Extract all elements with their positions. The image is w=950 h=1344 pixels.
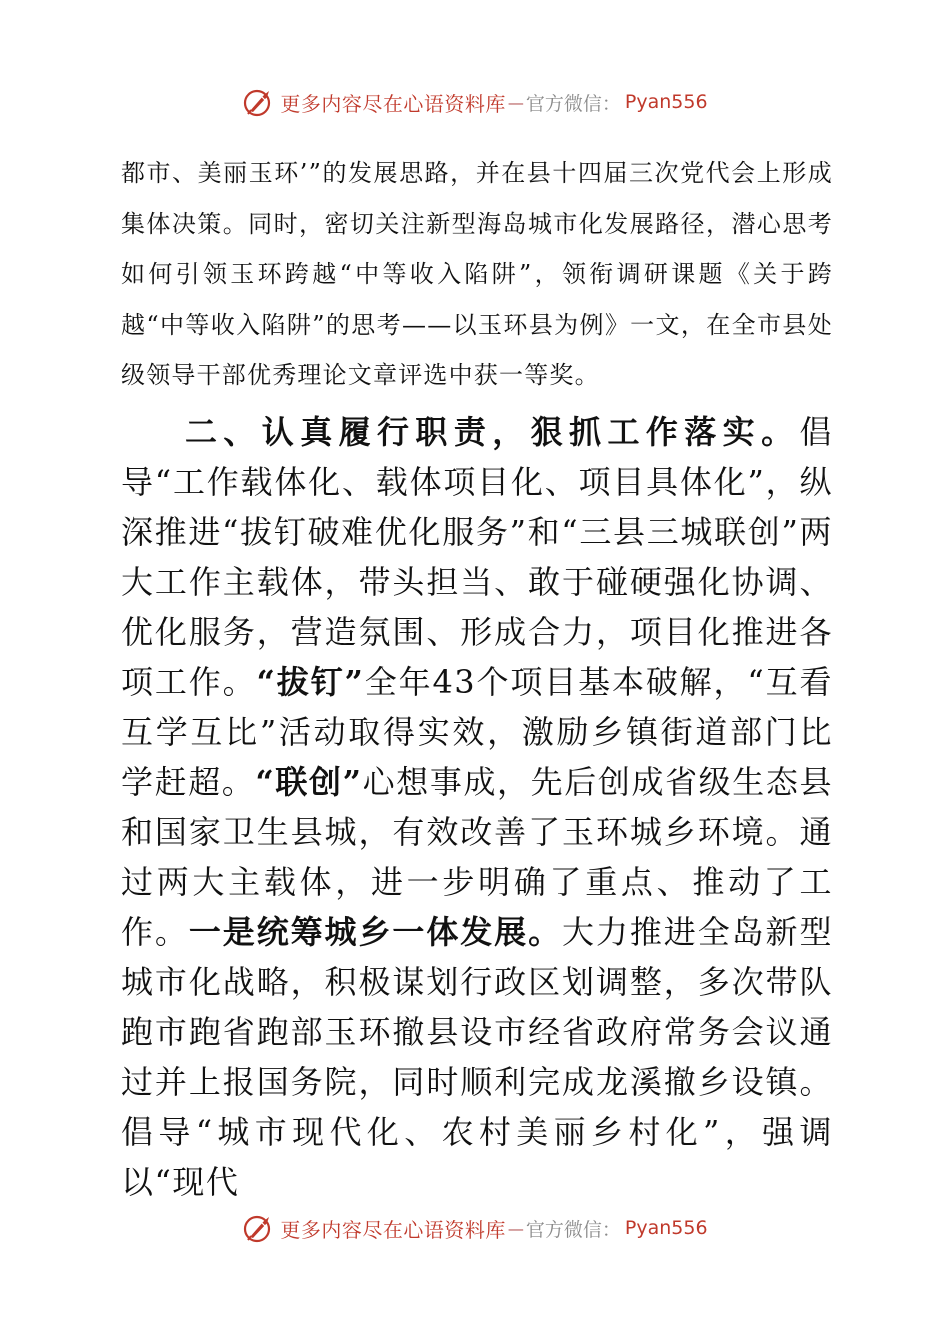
footer-banner [0,1208,950,1248]
quill-pen-logo-icon [242,85,276,119]
banner-wechat-label: 官方微信： [525,1218,621,1241]
quill-pen-logo-icon [242,1211,276,1245]
paragraph-text: 大力推进全岛新型城市化战略，积极谋划行政区划调整，多次带队跑市跑省跑部玉环撤县设市经省政府常务会议通过并上报国务院，同时顺利完成龙溪撤乡设镇。倡导“城市现代化、农村美丽乡村化”，强调以“现代 [121,912,833,1201]
header-banner [0,82,950,122]
bold-phrase: 一是统筹城乡一体发展。 [188,912,563,951]
document-body [121,148,833,1207]
banner-wechat-id: Pyan556 [624,91,708,113]
bold-phrase: “联创” [255,762,363,801]
banner-wechat-id: Pyan556 [624,1217,708,1239]
paragraph-text: 全年43个项目基本破解，“互看互学互比”活动取得实效，激励乡镇街道部门比学赶超。 [121,662,833,801]
banner-wechat-label: 官方微信： [525,92,621,115]
banner-text: 更多内容尽在心语资料库 [280,1217,506,1242]
bold-phrase: “拔钉” [256,662,365,701]
banner-text: 更多内容尽在心语资料库 [280,91,506,116]
paragraph-text: 心想事成，先后创成省级生态县和国家卫生县城，有效改善了玉环城乡环境。通过两大主载体，进一步明确了重点、推动了工作。 [121,762,833,951]
section-heading: 二、认真履行职责，狠抓工作落实。 [185,412,800,451]
paragraph-text: 倡导“工作载体化、载体项目化、项目具体化”，纵深推进“拔钉破难优化服务”和“三县三城联创”两大工作主载体，带头担当、敢于碰硬强化协调、优化服务，营造氛围、形成合力，项目化推进各项工作。 [121,412,833,701]
banner-dash: — [507,1218,524,1238]
paragraph-section-two [121,407,833,1207]
banner-dash: — [507,92,524,112]
paragraph-continued: 都市、美丽玉环’”的发展思路，并在县十四届三次党代会上形成集体决策。同时，密切关注新型海岛城市化发展路径，潜心思考如何引领玉环跨越“中等收入陷阱”，领衔调研课题《关于跨越“中等收入陷阱”的思考——以玉环县为例》一文，在全市县处级领导干部优秀理论文章评选中获一等奖。 [121,159,833,389]
